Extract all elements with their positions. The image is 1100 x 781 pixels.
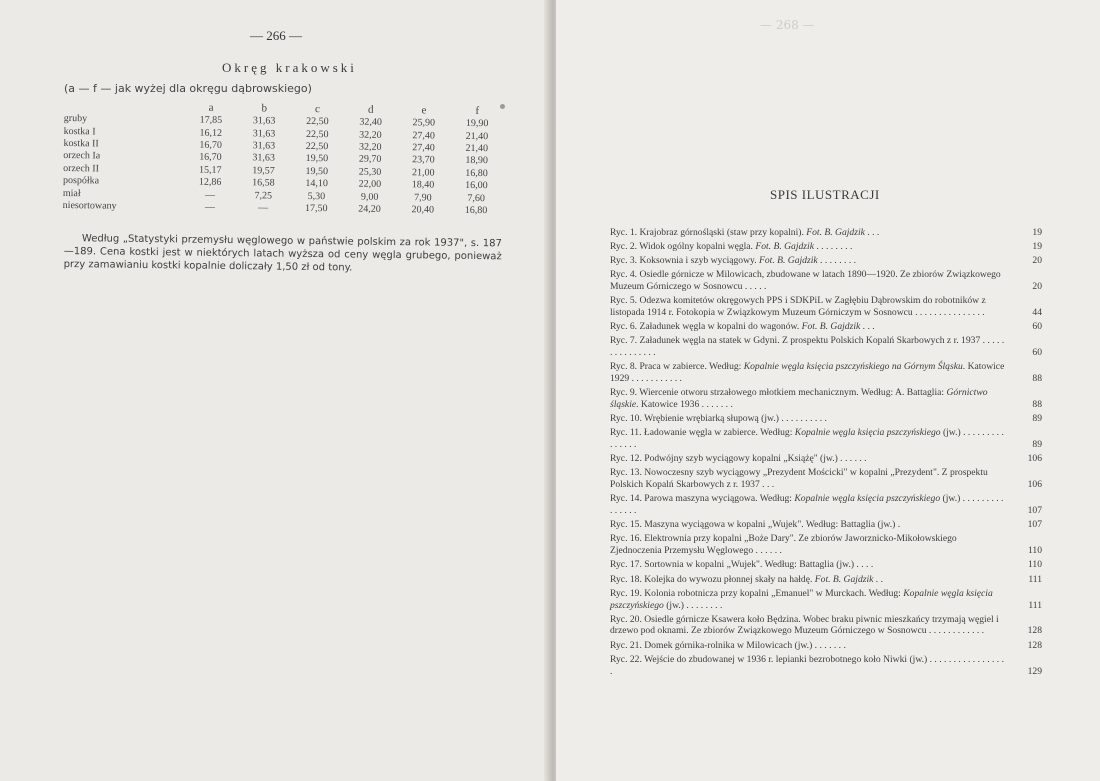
table-cell: — xyxy=(204,201,215,213)
table-cell: 16,80 xyxy=(465,167,488,179)
table-cell: 22,00 xyxy=(358,178,382,191)
table-cell: 21,00 xyxy=(411,167,435,179)
list-item xyxy=(610,427,1042,451)
illustration-caption: Ryc. 4. Osiedle górnicze w Milowicach, zbudowane w latach 1890—1920. Ze zbiorów Związkowego Muzeum Górniczego w Sosnowcu . . . . . xyxy=(610,269,1001,293)
table-cell: 21,40 xyxy=(465,130,489,142)
table-cell: 15,17 xyxy=(198,164,222,176)
illustration-caption: Ryc. 9. Wiercenie otworu strzałowego młotkiem mechanicznym. Według: A. Battaglia: Górnictwo śląskie. Katowice 1936 . . . . . . . xyxy=(610,387,988,411)
illustration-page-number: 20 xyxy=(1032,281,1042,293)
table-cell: 22,50 xyxy=(305,128,329,140)
list-item xyxy=(610,533,1042,557)
list-item xyxy=(610,227,1042,239)
illustration-caption: Ryc. 3. Koksownia i szyb wyciągowy. Fot. B. Gajdzik . . . . . . . . xyxy=(610,255,857,267)
column-header: f xyxy=(475,105,480,118)
illustration-caption: Ryc. 18. Kolejka do wywozu płonnej skały na hałdę. Fot. B. Gajdzik . . xyxy=(610,573,883,585)
table-cell: 7,60 xyxy=(467,192,486,204)
table-cell: 18,90 xyxy=(465,155,488,167)
illustration-page-number: 19 xyxy=(1032,227,1042,238)
table-cell: 22,50 xyxy=(305,140,329,153)
illustration-page-number: 60 xyxy=(1032,347,1042,359)
column-header: d xyxy=(367,103,374,116)
illustration-page-number: 19 xyxy=(1032,241,1042,253)
table-cell: 7,90 xyxy=(414,191,432,204)
list-item xyxy=(610,519,1042,531)
ghost-page-number: — 268 — xyxy=(760,18,815,32)
table-cell: — xyxy=(258,202,269,214)
table-cell: 32,20 xyxy=(358,141,382,153)
table-cell: 32,20 xyxy=(359,129,382,141)
table-cell: 32,40 xyxy=(359,116,382,129)
table-cell: 31,63 xyxy=(252,152,276,164)
table-cell: 25,90 xyxy=(412,117,436,129)
list-item xyxy=(610,614,1042,638)
row-label: niesortowany xyxy=(62,199,117,212)
list-item xyxy=(610,413,1042,425)
table-cell: 16,00 xyxy=(465,180,488,192)
table-cell: 14,10 xyxy=(305,178,328,190)
illustration-caption: Ryc. 11. Ładowanie węgla w zabierce. Według: Kopalnie węgla księcia pszczyńskiego (jw.) . . . . . . . . . . . . . . . xyxy=(610,427,1004,451)
illustration-caption: Ryc. 10. Wrębienie wrębiarką słupową (jw.) . . . . . . . . . . xyxy=(610,413,827,425)
table-cell: 16,70 xyxy=(199,139,222,151)
illustration-page-number: 88 xyxy=(1032,373,1042,385)
column-header: c xyxy=(315,103,321,116)
table-cell: 25,30 xyxy=(358,166,382,178)
table-cell: 31,63 xyxy=(252,140,276,152)
list-item xyxy=(610,321,1042,333)
illustration-caption: Ryc. 19. Kolonia robotnicza przy kopalni „Emanuel" w Murckach. Według: Kopalnie węgla księcia pszczyńskiego (jw.) . . . . . . . . xyxy=(610,587,993,611)
table-cell: 9,00 xyxy=(360,191,379,203)
illustration-page-number: 128 xyxy=(1027,639,1042,651)
illustration-caption: Ryc. 5. Odezwa komitetów okręgowych PPS i SDKPiL w Zagłębiu Dąbrowskim do robotników z listopada 1914 r. Fotokopia w Związkowym Muzeum Górniczym w Sosnowcu . . . . . . . . . . . . . . . xyxy=(610,295,986,319)
table-cell: 20,40 xyxy=(411,204,435,216)
table-cell: 5,30 xyxy=(307,190,326,202)
table-cell: 19,50 xyxy=(305,165,329,177)
page-number: — 266 — xyxy=(250,28,302,43)
table-cell: 19,90 xyxy=(465,118,489,130)
list-item xyxy=(610,467,1042,491)
illustration-page-number: 107 xyxy=(1027,505,1042,517)
illustration-page-number: 110 xyxy=(1027,545,1042,557)
table-cell: 7,25 xyxy=(254,189,273,202)
source-footnote: Według „Statystyki przemysłu węglowego w państwie polskim za rok 1937", s. 187—189. Cena kostki jest w niektórych latach wyższa od ceny węgla grubego, ponieważ przy zamawianiu kostki kopalnie doliczały 1,50 zł od tony. xyxy=(63,233,502,274)
illustration-caption: Ryc. 15. Maszyna wyciągowa w kopalni „Wujek". Według: Battaglia (jw.) . xyxy=(610,519,901,531)
coal-price-table xyxy=(63,100,504,217)
list-item xyxy=(610,361,1042,385)
table-cell: 16,80 xyxy=(464,204,488,217)
table-cell: 17,85 xyxy=(199,114,223,127)
illustration-page-number: 106 xyxy=(1027,453,1042,465)
illustration-caption: Ryc. 6. Załadunek węgla w kopalni do wagonów. Fot. B. Gajdzik . . . xyxy=(610,321,875,333)
table-cell: 12,86 xyxy=(198,176,222,189)
list-item xyxy=(610,588,1042,612)
column-header: b xyxy=(261,102,268,115)
illustration-caption: Ryc. 14. Parowa maszyna wyciągowa. Według: Kopalnie węgla księcia pszczyńskiego (jw.) . . . . . . . . . . . . . . . xyxy=(610,493,1004,517)
table-cell: 18,40 xyxy=(411,179,435,191)
illustration-caption: Ryc. 13. Nowoczesny szyb wyciągowy „Prezydent Mościcki" w kopalni „Prezydent". Z prospektu Polskich Kopalń Skarbowych z r. 1937 . . . xyxy=(610,467,988,491)
table-cell: 19,57 xyxy=(252,165,275,177)
list-item xyxy=(610,640,1042,652)
illustration-caption: Ryc. 21. Domek górnika-rolnika w Milowicach (jw.) . . . . . . . xyxy=(610,639,846,651)
illustration-page-number: 89 xyxy=(1032,413,1042,425)
row-label: pospółka xyxy=(62,175,100,187)
illustration-page-number: 60 xyxy=(1032,321,1042,333)
list-item xyxy=(610,269,1042,293)
illustration-page-number: 89 xyxy=(1032,439,1042,451)
row-label: kostka I xyxy=(63,125,96,137)
table-cell: 22,50 xyxy=(306,116,329,128)
table-cell: 27,40 xyxy=(412,142,435,154)
table-cell: — xyxy=(204,189,216,201)
list-item xyxy=(610,654,1042,678)
list-item xyxy=(610,574,1042,586)
illustration-page-number: 129 xyxy=(1027,665,1042,677)
list-item xyxy=(610,387,1042,411)
table-cell: 17,50 xyxy=(305,202,328,215)
illustration-caption: Ryc. 17. Sortownia w kopalni „Wujek". Według: Battaglia (jw.) . . . . xyxy=(610,559,874,571)
illustration-caption: Ryc. 1. Krajobraz górnośląski (staw przy kopalni). Fot. B. Gajdzik . . . xyxy=(610,227,880,238)
illustration-caption: Ryc. 8. Praca w zabierce. Według: Kopalnie węgla księcia pszczyńskiego na Górnym Śląsku. Katowice 1929 . . . . . . . . . . . xyxy=(610,361,1005,385)
table-cell: 27,40 xyxy=(412,129,436,142)
illustration-page-number: 20 xyxy=(1032,255,1042,267)
illustration-caption: Ryc. 16. Elektrownia przy kopalni „Boże Dary". Ze zbiorów Jaworznicko-Mikołowskiego Zjednoczenia Przemysłu Węglowego . . . . . . xyxy=(610,533,957,557)
table-cell: 24,20 xyxy=(358,203,381,215)
illustration-page-number: 111 xyxy=(1028,573,1042,585)
illustration-page-number: 88 xyxy=(1032,399,1042,411)
list-of-illustrations-title: SPIS ILUSTRACJI xyxy=(770,187,880,202)
list-item xyxy=(610,295,1042,319)
region-title: Okręg krakowski xyxy=(222,60,357,75)
illustration-caption: Ryc. 7. Załadunek węgla na statek w Gdyni. Z prospektu Polskich Kopalń Skarbowych z r. 1937 . . . . . . . . . . . . . . . xyxy=(610,335,1005,359)
column-header: e xyxy=(421,104,427,117)
table-cell: 16,70 xyxy=(199,152,222,164)
illustration-caption: Ryc. 2. Widok ogólny kopalni węgla. Fot. B. Gajdzik . . . . . . . . xyxy=(610,241,853,253)
table-cell: 31,63 xyxy=(252,127,276,140)
list-item xyxy=(610,255,1042,267)
illustration-page-number: 128 xyxy=(1027,625,1042,637)
illustration-caption: Ryc. 12. Podwójny szyb wyciągowy kopalni „Książę" (jw.) . . . . . . xyxy=(610,453,867,465)
table-cell: 16,12 xyxy=(199,127,223,139)
list-item xyxy=(610,559,1042,571)
table-cell: 23,70 xyxy=(412,154,435,166)
legend-note: (a — f — jak wyżej dla okręgu dąbrowskiego) xyxy=(64,82,312,95)
row-label: kostka II xyxy=(63,137,99,150)
row-label: miał xyxy=(62,187,81,199)
illustrations-list xyxy=(610,227,1042,680)
table-cell: 31,63 xyxy=(252,115,276,127)
illustration-page-number: 110 xyxy=(1027,559,1042,571)
list-item xyxy=(610,335,1042,359)
table-cell: 16,58 xyxy=(252,177,275,189)
illustration-page-number: 111 xyxy=(1028,599,1042,611)
illustration-page-number: 107 xyxy=(1027,519,1042,531)
row-label: orzech Ia xyxy=(63,150,101,162)
column-header: a xyxy=(208,101,214,114)
table-cell: 21,40 xyxy=(465,142,489,155)
list-item xyxy=(610,453,1042,465)
list-item xyxy=(610,493,1042,517)
row-label: gruby xyxy=(63,113,88,125)
illustration-caption: Ryc. 22. Wejście do zbudowanej w 1936 r. lepianki bezrobotnego koło Niwki (jw.) . . . . . . . . . . . . . . . . . xyxy=(610,653,1004,677)
illustration-page-number: 106 xyxy=(1027,479,1042,491)
list-item xyxy=(610,241,1042,253)
table-cell: 29,70 xyxy=(358,153,382,166)
table-cell: 19,50 xyxy=(305,153,329,165)
illustration-caption: Ryc. 20. Osiedle górnicze Ksawera koło Będzina. Wobec braku piwnic mieszkańcy trzymają węgiel i drzewo pod oknami. Ze zbiorów Związkowego Muzeum Górniczego w Sosnowcu . . . . . . . . . . . . xyxy=(610,613,999,637)
illustration-page-number: 44 xyxy=(1032,307,1042,319)
row-label: orzech II xyxy=(63,162,100,175)
left-page xyxy=(0,0,548,781)
